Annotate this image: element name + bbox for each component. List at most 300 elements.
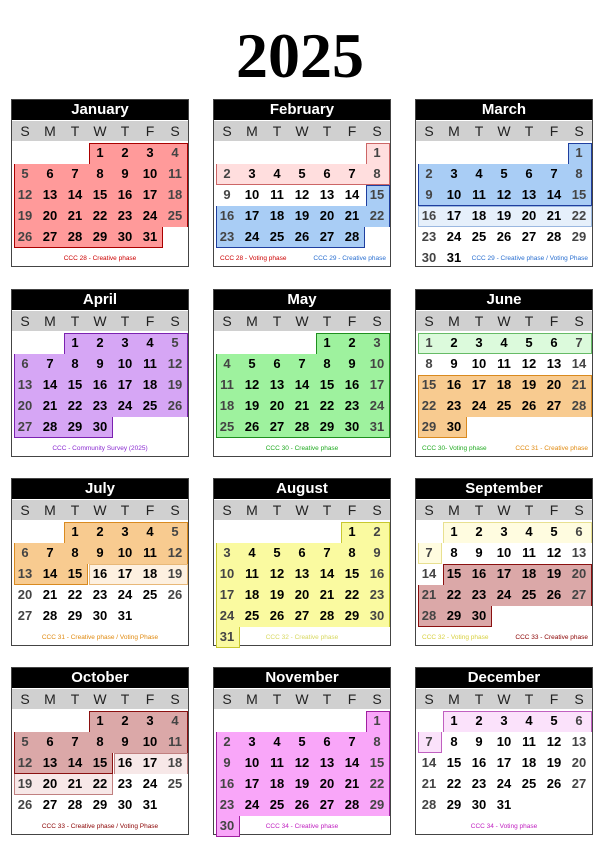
weekday-label: F [145, 691, 155, 707]
weekday-label: T [70, 502, 80, 518]
calendar-day: 4 [273, 734, 281, 749]
calendar-day: 16 [219, 776, 235, 791]
calendar-day: 10 [244, 187, 260, 202]
calendar-day: 20 [521, 208, 537, 223]
weekday-label: T [272, 123, 282, 139]
phase-note: CCC 28 - Voting phase [220, 255, 287, 262]
calendar-day: 30 [92, 608, 108, 623]
calendar-day: 21 [421, 776, 437, 791]
calendar-day: 25 [269, 229, 285, 244]
phase-note: CCC 28 - Creative phase [63, 255, 137, 262]
weekday-label: S [222, 502, 232, 518]
calendar-day: 10 [142, 166, 158, 181]
calendar-day: 30 [219, 818, 235, 833]
weekday-label: M [44, 313, 56, 329]
calendar-day: 26 [294, 229, 310, 244]
calendar-day: 26 [521, 398, 537, 413]
calendar-day: 8 [71, 545, 79, 560]
weekday-label: M [448, 502, 460, 518]
calendar-day: 6 [323, 734, 331, 749]
calendar-day: 26 [496, 229, 512, 244]
weekday-label: M [448, 123, 460, 139]
calendar-day: 25 [496, 398, 512, 413]
calendar-day: 17 [471, 377, 487, 392]
calendar-day: 30 [344, 419, 360, 434]
calendar-day: 15 [421, 377, 437, 392]
calendar-day: 11 [168, 166, 182, 181]
calendar-day: 22 [421, 398, 437, 413]
calendar-day: 16 [421, 208, 437, 223]
calendar-day: 27 [319, 797, 335, 812]
weekday-label: W [497, 502, 511, 518]
calendar-day: 28 [42, 608, 58, 623]
calendar-day: 18 [471, 208, 487, 223]
weekday-label: S [170, 502, 180, 518]
calendar-day: 17 [244, 776, 260, 791]
phase-note: CCC 31 - Creative phase / Voting Phase [41, 634, 159, 641]
calendar-day: 18 [496, 377, 512, 392]
calendar-day: 17 [219, 587, 235, 602]
calendar-day: 16 [117, 755, 133, 770]
calendar-day: 15 [446, 566, 462, 581]
calendar-day: 7 [298, 356, 306, 371]
calendar-day: 9 [450, 356, 458, 371]
weekday-label: S [170, 123, 180, 139]
calendar-day: 14 [67, 187, 83, 202]
calendar-day: 10 [117, 356, 133, 371]
calendar-day: 27 [42, 229, 58, 244]
month-july [11, 478, 189, 646]
weekday-label: W [93, 502, 107, 518]
weekday-label: M [246, 123, 258, 139]
calendar-day: 1 [450, 713, 458, 728]
calendar-day: 3 [248, 734, 256, 749]
weekday-label: S [222, 123, 232, 139]
calendar-day: 30 [421, 250, 437, 265]
month-title: March [416, 100, 592, 120]
weekday-label: S [574, 502, 584, 518]
weekday-label: T [524, 313, 534, 329]
calendar-day: 24 [496, 776, 512, 791]
calendar-day: 21 [294, 398, 310, 413]
calendar-day: 3 [500, 713, 508, 728]
calendar-day: 17 [496, 755, 512, 770]
calendar-day: 1 [450, 524, 458, 539]
calendar-day: 25 [521, 587, 537, 602]
calendar-day: 21 [546, 208, 562, 223]
calendar-day: 30 [446, 419, 462, 434]
calendar-day: 18 [521, 755, 537, 770]
calendar-day: 16 [92, 377, 108, 392]
calendar-day: 8 [373, 166, 381, 181]
weekday-label: W [497, 691, 511, 707]
calendar-day: 5 [550, 713, 558, 728]
weekday-label: T [272, 313, 282, 329]
calendar-day: 23 [471, 587, 487, 602]
weekday-label: M [44, 691, 56, 707]
phase-note: CCC 34 - Voting phase [470, 823, 538, 830]
calendar-day: 17 [369, 377, 385, 392]
calendar-day: 8 [96, 166, 104, 181]
calendar-day: 10 [496, 734, 512, 749]
calendar-day: 6 [323, 166, 331, 181]
calendar-day: 20 [294, 587, 310, 602]
calendar-day: 5 [171, 335, 179, 350]
calendar-day: 2 [96, 335, 104, 350]
calendar-day: 26 [244, 419, 260, 434]
calendar-day: 18 [167, 187, 183, 202]
calendar-day: 28 [319, 608, 335, 623]
calendar-day: 27 [269, 419, 285, 434]
calendar-day: 18 [142, 566, 158, 581]
calendar-day: 14 [421, 566, 437, 581]
month-title: January [12, 100, 188, 120]
calendar-day: 13 [571, 734, 587, 749]
calendar-day: 22 [344, 587, 360, 602]
calendar-day: 13 [294, 566, 310, 581]
calendar-day: 16 [219, 208, 235, 223]
calendar-day: 14 [546, 187, 562, 202]
calendar-day: 9 [475, 545, 483, 560]
calendar-day: 5 [298, 166, 306, 181]
calendar-day: 14 [42, 566, 58, 581]
calendar-day: 23 [92, 587, 108, 602]
calendar-day: 12 [294, 187, 310, 202]
calendar-day: 6 [273, 356, 281, 371]
calendar-day: 5 [21, 734, 29, 749]
calendar-day: 17 [446, 208, 462, 223]
calendar-day: 8 [450, 545, 458, 560]
calendar-day: 28 [344, 229, 360, 244]
calendar-day: 6 [550, 335, 558, 350]
phase-note: CCC 30- Voting phase [422, 445, 487, 452]
calendar-day: 9 [121, 734, 129, 749]
calendar-day: 6 [298, 545, 306, 560]
weekday-label: W [93, 313, 107, 329]
calendar-day: 25 [167, 776, 183, 791]
weekday-label: S [20, 691, 30, 707]
month-april [11, 289, 189, 457]
calendar-day: 24 [471, 398, 487, 413]
weekday-label: T [524, 691, 534, 707]
weekday-label: S [170, 691, 180, 707]
calendar-day: 3 [500, 524, 508, 539]
calendar-day: 5 [248, 356, 256, 371]
calendar-day: 19 [546, 755, 562, 770]
calendar-day: 7 [323, 545, 331, 560]
calendar-day: 25 [142, 398, 158, 413]
calendar-day: 31 [117, 608, 133, 623]
calendar-day: 29 [446, 608, 462, 623]
calendar-day: 1 [323, 335, 331, 350]
calendar-day: 29 [67, 419, 83, 434]
weekday-label: F [549, 123, 559, 139]
calendar-day: 7 [425, 545, 433, 560]
calendar-day: 25 [269, 797, 285, 812]
weekday-label: T [70, 123, 80, 139]
calendar-day: 13 [319, 187, 335, 202]
calendar-day: 4 [525, 713, 533, 728]
calendar-day: 11 [143, 356, 157, 371]
calendar-day: 15 [67, 566, 83, 581]
calendar-day: 12 [167, 545, 183, 560]
calendar-day: 16 [117, 187, 133, 202]
weekday-label: T [474, 313, 484, 329]
weekday-label: S [372, 123, 382, 139]
weekday-label: S [222, 691, 232, 707]
calendar-day: 13 [17, 566, 33, 581]
calendar-day: 3 [373, 335, 381, 350]
calendar-day: 14 [344, 187, 360, 202]
calendar-day: 21 [421, 587, 437, 602]
month-title: May [214, 290, 390, 310]
calendar-day: 16 [471, 566, 487, 581]
calendar-day: 8 [96, 734, 104, 749]
weekday-label: T [474, 123, 484, 139]
calendar-day: 8 [450, 734, 458, 749]
calendar-day: 5 [525, 335, 533, 350]
calendar-day: 13 [17, 377, 33, 392]
month-title: August [214, 479, 390, 499]
calendar-day: 21 [344, 208, 360, 223]
calendar-day: 7 [425, 734, 433, 749]
calendar-day: 18 [142, 377, 158, 392]
calendar-day: 24 [244, 229, 260, 244]
weekday-label: S [372, 502, 382, 518]
calendar-day: 1 [71, 524, 79, 539]
calendar-day: 1 [96, 145, 104, 160]
calendar-day: 4 [171, 713, 179, 728]
calendar-day: 2 [223, 166, 231, 181]
calendar-day: 27 [521, 229, 537, 244]
calendar-day: 11 [245, 566, 259, 581]
weekday-label: F [549, 502, 559, 518]
calendar-day: 3 [450, 166, 458, 181]
weekday-label: T [272, 502, 282, 518]
calendar-day: 5 [298, 734, 306, 749]
weekday-label: T [524, 123, 534, 139]
calendar-day: 31 [369, 419, 385, 434]
calendar-day: 15 [446, 755, 462, 770]
calendar-day: 23 [471, 776, 487, 791]
calendar-day: 19 [269, 587, 285, 602]
calendar-day: 4 [525, 524, 533, 539]
calendar-day: 29 [421, 419, 437, 434]
calendar-day: 6 [21, 356, 29, 371]
calendar-day: 19 [17, 208, 33, 223]
weekday-label: F [347, 123, 357, 139]
calendar-day: 24 [244, 797, 260, 812]
phase-note: CCC 32 - Voting phase [422, 634, 489, 641]
calendar-day: 11 [497, 356, 511, 371]
calendar-day: 6 [46, 166, 54, 181]
calendar-day: 20 [269, 398, 285, 413]
calendar-day: 18 [521, 566, 537, 581]
phase-note: CCC 33 - Creative phase / Voting Phase [41, 823, 159, 830]
calendar-day: 19 [167, 377, 183, 392]
phase-note: CCC 31 - Creative phase [515, 445, 588, 452]
calendar-day: 4 [273, 166, 281, 181]
calendar-day: 7 [575, 335, 583, 350]
calendar-day: 4 [146, 524, 154, 539]
calendar-day: 24 [369, 398, 385, 413]
weekday-label: T [120, 691, 130, 707]
calendar-day: 24 [142, 208, 158, 223]
calendar-day: 23 [219, 797, 235, 812]
month-may [213, 289, 391, 457]
calendar-day: 19 [521, 377, 537, 392]
calendar-day: 13 [571, 545, 587, 560]
calendar-day: 2 [348, 335, 356, 350]
calendar-day: 3 [146, 713, 154, 728]
calendar-day: 13 [546, 356, 562, 371]
calendar-day: 3 [121, 524, 129, 539]
calendar-day: 26 [167, 587, 183, 602]
weekday-label: M [44, 123, 56, 139]
calendar-day: 27 [17, 608, 33, 623]
weekday-label: T [120, 502, 130, 518]
calendar-day: 9 [223, 187, 231, 202]
calendar-day: 6 [21, 545, 29, 560]
calendar-day: 25 [167, 208, 183, 223]
calendar-day: 7 [46, 545, 54, 560]
calendar-day: 10 [142, 734, 158, 749]
calendar-day: 20 [546, 377, 562, 392]
calendar-day: 20 [17, 587, 33, 602]
calendar-day: 24 [117, 587, 133, 602]
calendar-day: 18 [219, 398, 235, 413]
calendar-day: 28 [571, 398, 587, 413]
calendar-day: 12 [546, 734, 562, 749]
weekday-label: T [322, 691, 332, 707]
calendar-day: 22 [67, 398, 83, 413]
calendar-day: 12 [167, 356, 183, 371]
calendar-day: 5 [21, 166, 29, 181]
calendar-day: 22 [446, 776, 462, 791]
calendar-day: 21 [67, 776, 83, 791]
calendar-day: 18 [244, 587, 260, 602]
calendar-day: 1 [575, 145, 583, 160]
calendar-day: 28 [344, 797, 360, 812]
calendar-day: 4 [171, 145, 179, 160]
calendar-day: 25 [471, 229, 487, 244]
weekday-label: T [272, 691, 282, 707]
calendar-day: 1 [71, 335, 79, 350]
calendar-day: 21 [42, 398, 58, 413]
calendar-day: 1 [373, 713, 381, 728]
phase-note: CCC 29 - Creative phase [313, 255, 386, 262]
calendar-day: 10 [369, 356, 385, 371]
calendar-day: 11 [270, 187, 284, 202]
weekday-label: S [222, 313, 232, 329]
calendar-day: 16 [369, 566, 385, 581]
calendar-day: 15 [344, 566, 360, 581]
weekday-label: S [170, 313, 180, 329]
calendar-day: 31 [496, 797, 512, 812]
calendar-day: 12 [17, 187, 33, 202]
calendar-day: 22 [319, 398, 335, 413]
calendar-day: 15 [369, 755, 385, 770]
weekday-label: W [93, 691, 107, 707]
calendar-day: 20 [571, 755, 587, 770]
calendar-day: 23 [92, 398, 108, 413]
calendar-day: 1 [425, 335, 433, 350]
weekday-label: S [574, 123, 584, 139]
calendar-day: 15 [319, 377, 335, 392]
calendar-day: 12 [17, 755, 33, 770]
calendar-day: 24 [142, 776, 158, 791]
month-december [415, 667, 593, 835]
calendar-day: 7 [71, 734, 79, 749]
calendar-day: 18 [269, 208, 285, 223]
month-title: April [12, 290, 188, 310]
calendar-day: 17 [244, 208, 260, 223]
calendar-day: 17 [117, 377, 133, 392]
calendar-day: 9 [475, 734, 483, 749]
weekday-label: S [424, 313, 434, 329]
calendar-day: 23 [117, 776, 133, 791]
weekday-label: W [497, 123, 511, 139]
calendar-day: 21 [42, 587, 58, 602]
calendar-day: 11 [220, 377, 234, 392]
weekday-label: F [145, 123, 155, 139]
calendar-day: 7 [46, 356, 54, 371]
calendar-day: 2 [475, 524, 483, 539]
calendar-day: 20 [319, 208, 335, 223]
calendar-day: 8 [348, 545, 356, 560]
weekday-label: S [424, 502, 434, 518]
calendar-day: 23 [219, 229, 235, 244]
weekday-label: T [322, 313, 332, 329]
calendar-day: 26 [546, 776, 562, 791]
calendar-day: 16 [344, 377, 360, 392]
calendar-day: 19 [17, 776, 33, 791]
calendar-day: 10 [117, 545, 133, 560]
calendar-day: 29 [92, 797, 108, 812]
calendar-day: 8 [575, 166, 583, 181]
weekday-label: F [145, 313, 155, 329]
calendar-day: 9 [121, 166, 129, 181]
calendar-day: 20 [42, 208, 58, 223]
weekday-label: S [574, 691, 584, 707]
calendar-day: 14 [421, 755, 437, 770]
calendar-day: 5 [273, 545, 281, 560]
calendar-day: 20 [319, 776, 335, 791]
calendar-day: 10 [244, 755, 260, 770]
calendar-day: 16 [92, 566, 108, 581]
weekday-label: T [120, 123, 130, 139]
calendar-day: 7 [348, 734, 356, 749]
calendar-day: 6 [575, 713, 583, 728]
calendar-day: 19 [294, 776, 310, 791]
calendar-day: 13 [521, 187, 537, 202]
weekday-label: W [295, 691, 309, 707]
calendar-day: 25 [244, 608, 260, 623]
calendar-day: 19 [546, 566, 562, 581]
calendar-day: 4 [500, 335, 508, 350]
calendar-day: 11 [143, 545, 157, 560]
calendar-day: 19 [496, 208, 512, 223]
calendar-day: 22 [92, 208, 108, 223]
calendar-day: 2 [223, 734, 231, 749]
calendar-day: 28 [421, 608, 437, 623]
calendar-day: 24 [496, 587, 512, 602]
weekday-label: S [574, 313, 584, 329]
calendar-day: 28 [294, 419, 310, 434]
calendar-day: 30 [369, 608, 385, 623]
year-title: 2025 [236, 20, 364, 91]
calendar-day: 17 [142, 187, 158, 202]
